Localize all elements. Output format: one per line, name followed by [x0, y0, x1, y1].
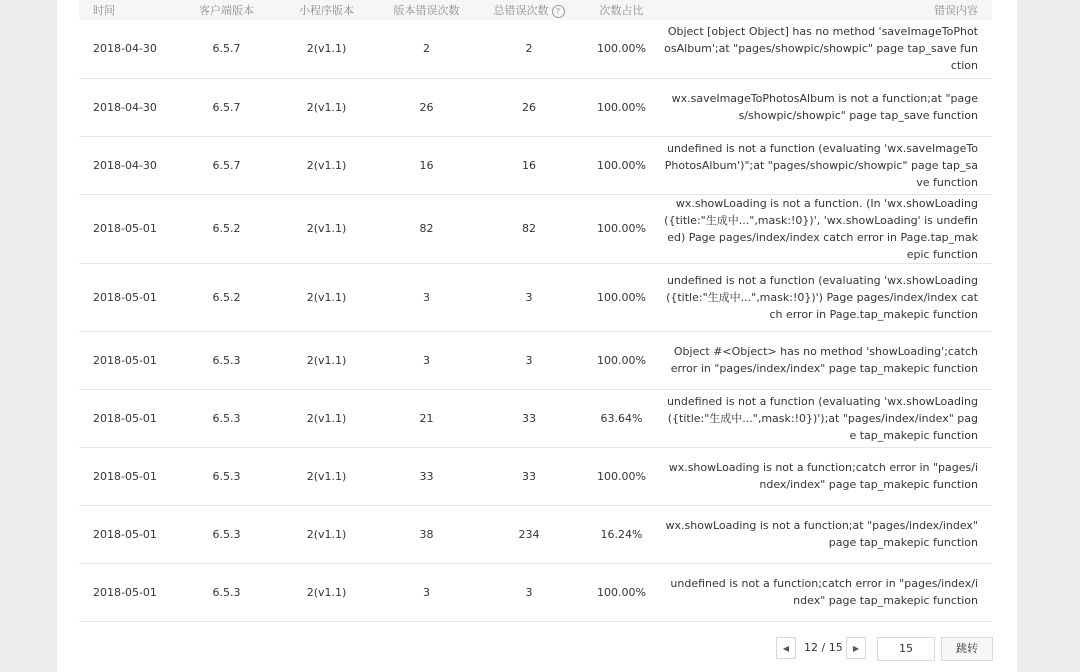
cell-client-version: 6.5.2 [184, 194, 269, 263]
cell-time: 2018-05-01 [79, 447, 184, 505]
cell-time: 2018-04-30 [79, 20, 184, 78]
cell-mini-version: 2(v1.1) [269, 447, 384, 505]
cell-total-errors: 82 [469, 194, 589, 263]
table-row [79, 136, 992, 194]
cell-version-errors: 3 [384, 563, 469, 621]
cell-client-version: 6.5.3 [184, 389, 269, 447]
header-total-error-count [469, 0, 589, 20]
table-row [79, 563, 992, 621]
header-ratio: 次数占比 [599, 4, 644, 17]
cell-mini-version: 2(v1.1) [269, 136, 384, 194]
cell-mini-version: 2(v1.1) [269, 331, 384, 389]
cell-version-errors: 21 [384, 389, 469, 447]
cell-version-errors: 3 [384, 263, 469, 331]
cell-total-errors: 33 [469, 447, 589, 505]
cell-time: 2018-04-30 [79, 78, 184, 136]
cell-version-errors: 2 [384, 20, 469, 78]
error-list-panel [57, 0, 1017, 672]
header-error-content: 错误内容 [934, 3, 978, 17]
cell-ratio: 100.00% [589, 563, 654, 621]
cell-version-errors: 33 [384, 447, 469, 505]
cell-client-version: 6.5.3 [184, 331, 269, 389]
cell-total-errors: 3 [469, 331, 589, 389]
header-version-error-count: 版本错误次数 [393, 4, 460, 17]
cell-ratio: 100.00% [589, 263, 654, 331]
cell-mini-version: 2(v1.1) [269, 563, 384, 621]
cell-client-version: 6.5.2 [184, 263, 269, 331]
header-time: 时间 [93, 4, 115, 17]
cell-time: 2018-05-01 [79, 331, 184, 389]
cell-mini-version: 2(v1.1) [269, 263, 384, 331]
pagination [57, 637, 1017, 661]
cell-time: 2018-05-01 [79, 263, 184, 331]
cell-error-content: wx.saveImageToPhotosAlbum is not a function;at "pages/showpic/showpic" page tap_save function [654, 78, 992, 136]
cell-mini-version: 2(v1.1) [269, 20, 384, 78]
cell-ratio: 100.00% [589, 447, 654, 505]
header-total-error-count-label: 总错误次数 [493, 4, 549, 17]
cell-mini-version: 2(v1.1) [269, 505, 384, 563]
cell-client-version: 6.5.7 [184, 78, 269, 136]
cell-total-errors: 26 [469, 78, 589, 136]
cell-mini-version: 2(v1.1) [269, 78, 384, 136]
cell-time: 2018-05-01 [79, 505, 184, 563]
page-jump-input[interactable]: 15 [877, 637, 935, 661]
cell-client-version: 6.5.3 [184, 563, 269, 621]
cell-error-content: undefined is not a function (evaluating 'wx.showLoading({title:"生成中...",mask:!0})');at "pages/index/index" page tap_makepic function [654, 389, 992, 447]
cell-version-errors: 16 [384, 136, 469, 194]
cell-time: 2018-05-01 [79, 389, 184, 447]
page-separator: / [821, 641, 826, 654]
cell-ratio: 100.00% [589, 194, 654, 263]
table-row [79, 389, 992, 447]
cell-error-content: undefined is not a function;catch error in "pages/index/index" page tap_makepic function [654, 563, 992, 621]
cell-error-content: wx.showLoading is not a function;at "pages/index/index" page tap_makepic function [654, 505, 992, 563]
cell-ratio: 100.00% [589, 20, 654, 78]
cell-ratio: 100.00% [589, 78, 654, 136]
table-row [79, 505, 992, 563]
cell-ratio: 16.24% [589, 505, 654, 563]
cell-time: 2018-05-01 [79, 194, 184, 263]
table-row [79, 78, 992, 136]
header-client-version: 客户端版本 [199, 4, 254, 17]
cell-error-content: undefined is not a function (evaluating 'wx.showLoading({title:"生成中...",mask:!0})') Page pages/index/index catch error in Page.tap_makepic function [654, 263, 992, 331]
table-row [79, 194, 992, 263]
cell-version-errors: 3 [384, 331, 469, 389]
cell-error-content: Object #<Object> has no method 'showLoading';catch error in "pages/index/index" page tap_makepic function [654, 331, 992, 389]
cell-total-errors: 3 [469, 263, 589, 331]
cell-version-errors: 26 [384, 78, 469, 136]
cell-total-errors: 33 [469, 389, 589, 447]
cell-total-errors: 2 [469, 20, 589, 78]
table-row [79, 331, 992, 389]
cell-error-content: Object [object Object] has no method 'saveImageToPhotosAlbum';at "pages/showpic/showpic" page tap_save function [654, 20, 992, 78]
cell-total-errors: 16 [469, 136, 589, 194]
table-row [79, 263, 992, 331]
cell-client-version: 6.5.3 [184, 447, 269, 505]
cell-mini-version: 2(v1.1) [269, 194, 384, 263]
cell-total-errors: 234 [469, 505, 589, 563]
cell-ratio: 100.00% [589, 136, 654, 194]
next-page-button[interactable]: ▶ [846, 637, 866, 659]
cell-total-errors: 3 [469, 563, 589, 621]
cell-version-errors: 38 [384, 505, 469, 563]
table-header-row [79, 0, 992, 20]
header-mini-program-version: 小程序版本 [299, 4, 354, 17]
cell-mini-version: 2(v1.1) [269, 389, 384, 447]
page-indicator [804, 637, 843, 659]
cell-error-content: wx.showLoading is not a function;catch error in "pages/index/index" page tap_makepic function [654, 447, 992, 505]
cell-error-content: undefined is not a function (evaluating 'wx.saveImageToPhotosAlbum')";at "pages/showpic/showpic" page tap_save function [654, 136, 992, 194]
total-pages: 15 [828, 641, 843, 654]
cell-time: 2018-05-01 [79, 563, 184, 621]
cell-client-version: 6.5.3 [184, 505, 269, 563]
cell-time: 2018-04-30 [79, 136, 184, 194]
jump-button[interactable]: 跳转 [941, 637, 993, 661]
cell-client-version: 6.5.7 [184, 136, 269, 194]
error-table [79, 0, 992, 622]
cell-client-version: 6.5.7 [184, 20, 269, 78]
cell-ratio: 100.00% [589, 331, 654, 389]
table-row [79, 20, 992, 78]
current-page: 12 [804, 641, 818, 654]
table-row [79, 447, 992, 505]
prev-page-button[interactable]: ◀ [776, 637, 796, 659]
cell-version-errors: 82 [384, 194, 469, 263]
cell-ratio: 63.64% [589, 389, 654, 447]
help-icon[interactable]: ? [552, 5, 565, 18]
cell-error-content: wx.showLoading is not a function. (In 'wx.showLoading({title:"生成中...",mask:!0})', 'wx.showLoading' is undefined) Page pages/index/index catch error in Page.tap_makepic function [654, 194, 992, 263]
